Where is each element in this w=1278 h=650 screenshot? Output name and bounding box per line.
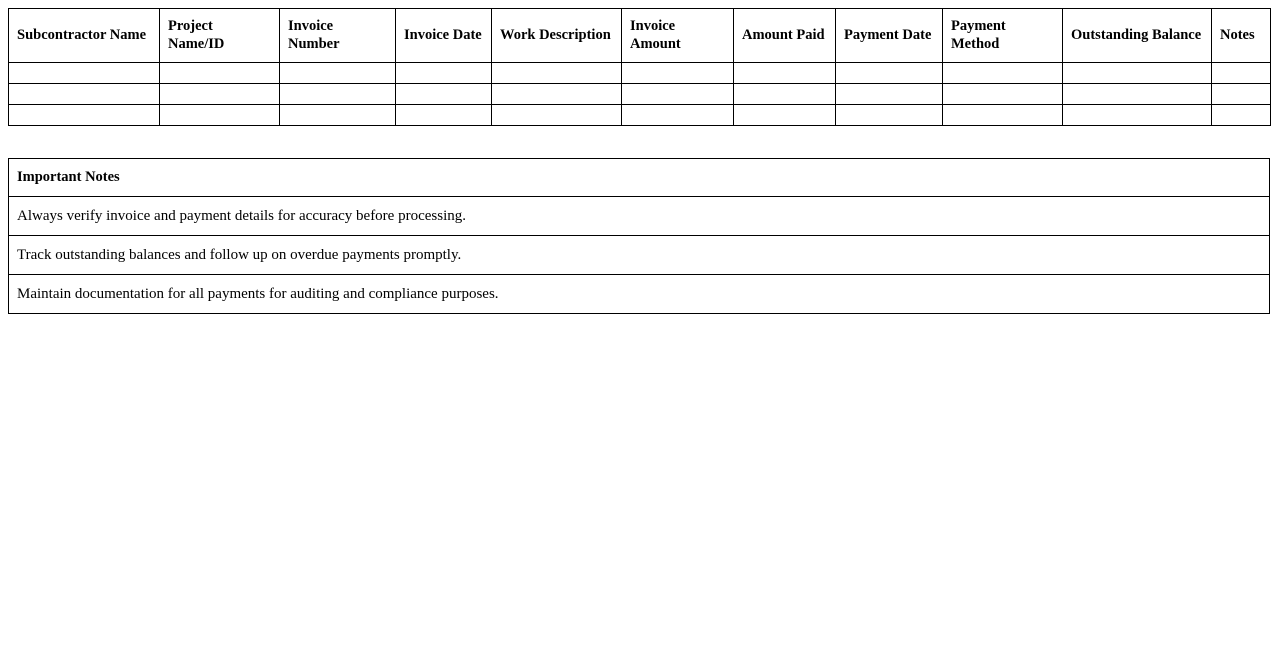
note-row — [9, 236, 1270, 275]
table-row — [9, 84, 1271, 105]
empty-cell — [396, 84, 492, 105]
empty-cell — [1063, 84, 1212, 105]
empty-cell — [280, 63, 396, 84]
empty-cell — [734, 84, 836, 105]
column-header-subcontractor-name: Subcontractor Name — [9, 9, 160, 63]
empty-cell — [492, 105, 622, 126]
empty-cell — [734, 63, 836, 84]
empty-cell — [734, 105, 836, 126]
empty-cell — [1212, 105, 1271, 126]
payment-tracking-table — [8, 8, 1271, 126]
empty-cell — [1212, 63, 1271, 84]
empty-cell — [1063, 63, 1212, 84]
empty-cell — [836, 84, 943, 105]
empty-cell — [9, 105, 160, 126]
column-header-outstanding-balance: Outstanding Balance — [1063, 9, 1212, 63]
empty-cell — [622, 84, 734, 105]
empty-cell — [492, 63, 622, 84]
table-row — [9, 63, 1271, 84]
empty-cell — [943, 84, 1063, 105]
empty-cell — [9, 63, 160, 84]
note-item: Track outstanding balances and follow up on overdue payments promptly. — [9, 236, 1270, 275]
empty-cell — [160, 84, 280, 105]
empty-cell — [9, 84, 160, 105]
empty-cell — [492, 84, 622, 105]
empty-cell — [396, 105, 492, 126]
note-row — [9, 275, 1270, 314]
payment-table-body — [9, 63, 1271, 126]
empty-cell — [836, 63, 943, 84]
empty-cell — [160, 63, 280, 84]
column-header-project-name-id: Project Name/ID — [160, 9, 280, 63]
empty-cell — [280, 105, 396, 126]
empty-cell — [396, 63, 492, 84]
column-header-payment-date: Payment Date — [836, 9, 943, 63]
table-row — [9, 105, 1271, 126]
empty-cell — [836, 105, 943, 126]
important-notes-table — [8, 158, 1270, 314]
empty-cell — [1212, 84, 1271, 105]
empty-cell — [622, 63, 734, 84]
header-row — [9, 9, 1271, 63]
note-row — [9, 197, 1270, 236]
empty-cell — [1063, 105, 1212, 126]
column-header-work-description: Work Description — [492, 9, 622, 63]
empty-cell — [160, 105, 280, 126]
column-header-amount-paid: Amount Paid — [734, 9, 836, 63]
column-header-notes: Notes — [1212, 9, 1271, 63]
column-header-invoice-date: Invoice Date — [396, 9, 492, 63]
notes-title-row — [9, 159, 1270, 197]
empty-cell — [280, 84, 396, 105]
column-header-payment-method: Payment Method — [943, 9, 1063, 63]
note-item: Always verify invoice and payment details for accuracy before processing. — [9, 197, 1270, 236]
empty-cell — [943, 105, 1063, 126]
note-item: Maintain documentation for all payments for auditing and compliance purposes. — [9, 275, 1270, 314]
notes-title: Important Notes — [9, 159, 1270, 197]
column-header-invoice-number: Invoice Number — [280, 9, 396, 63]
column-header-invoice-amount: Invoice Amount — [622, 9, 734, 63]
empty-cell — [943, 63, 1063, 84]
empty-cell — [622, 105, 734, 126]
